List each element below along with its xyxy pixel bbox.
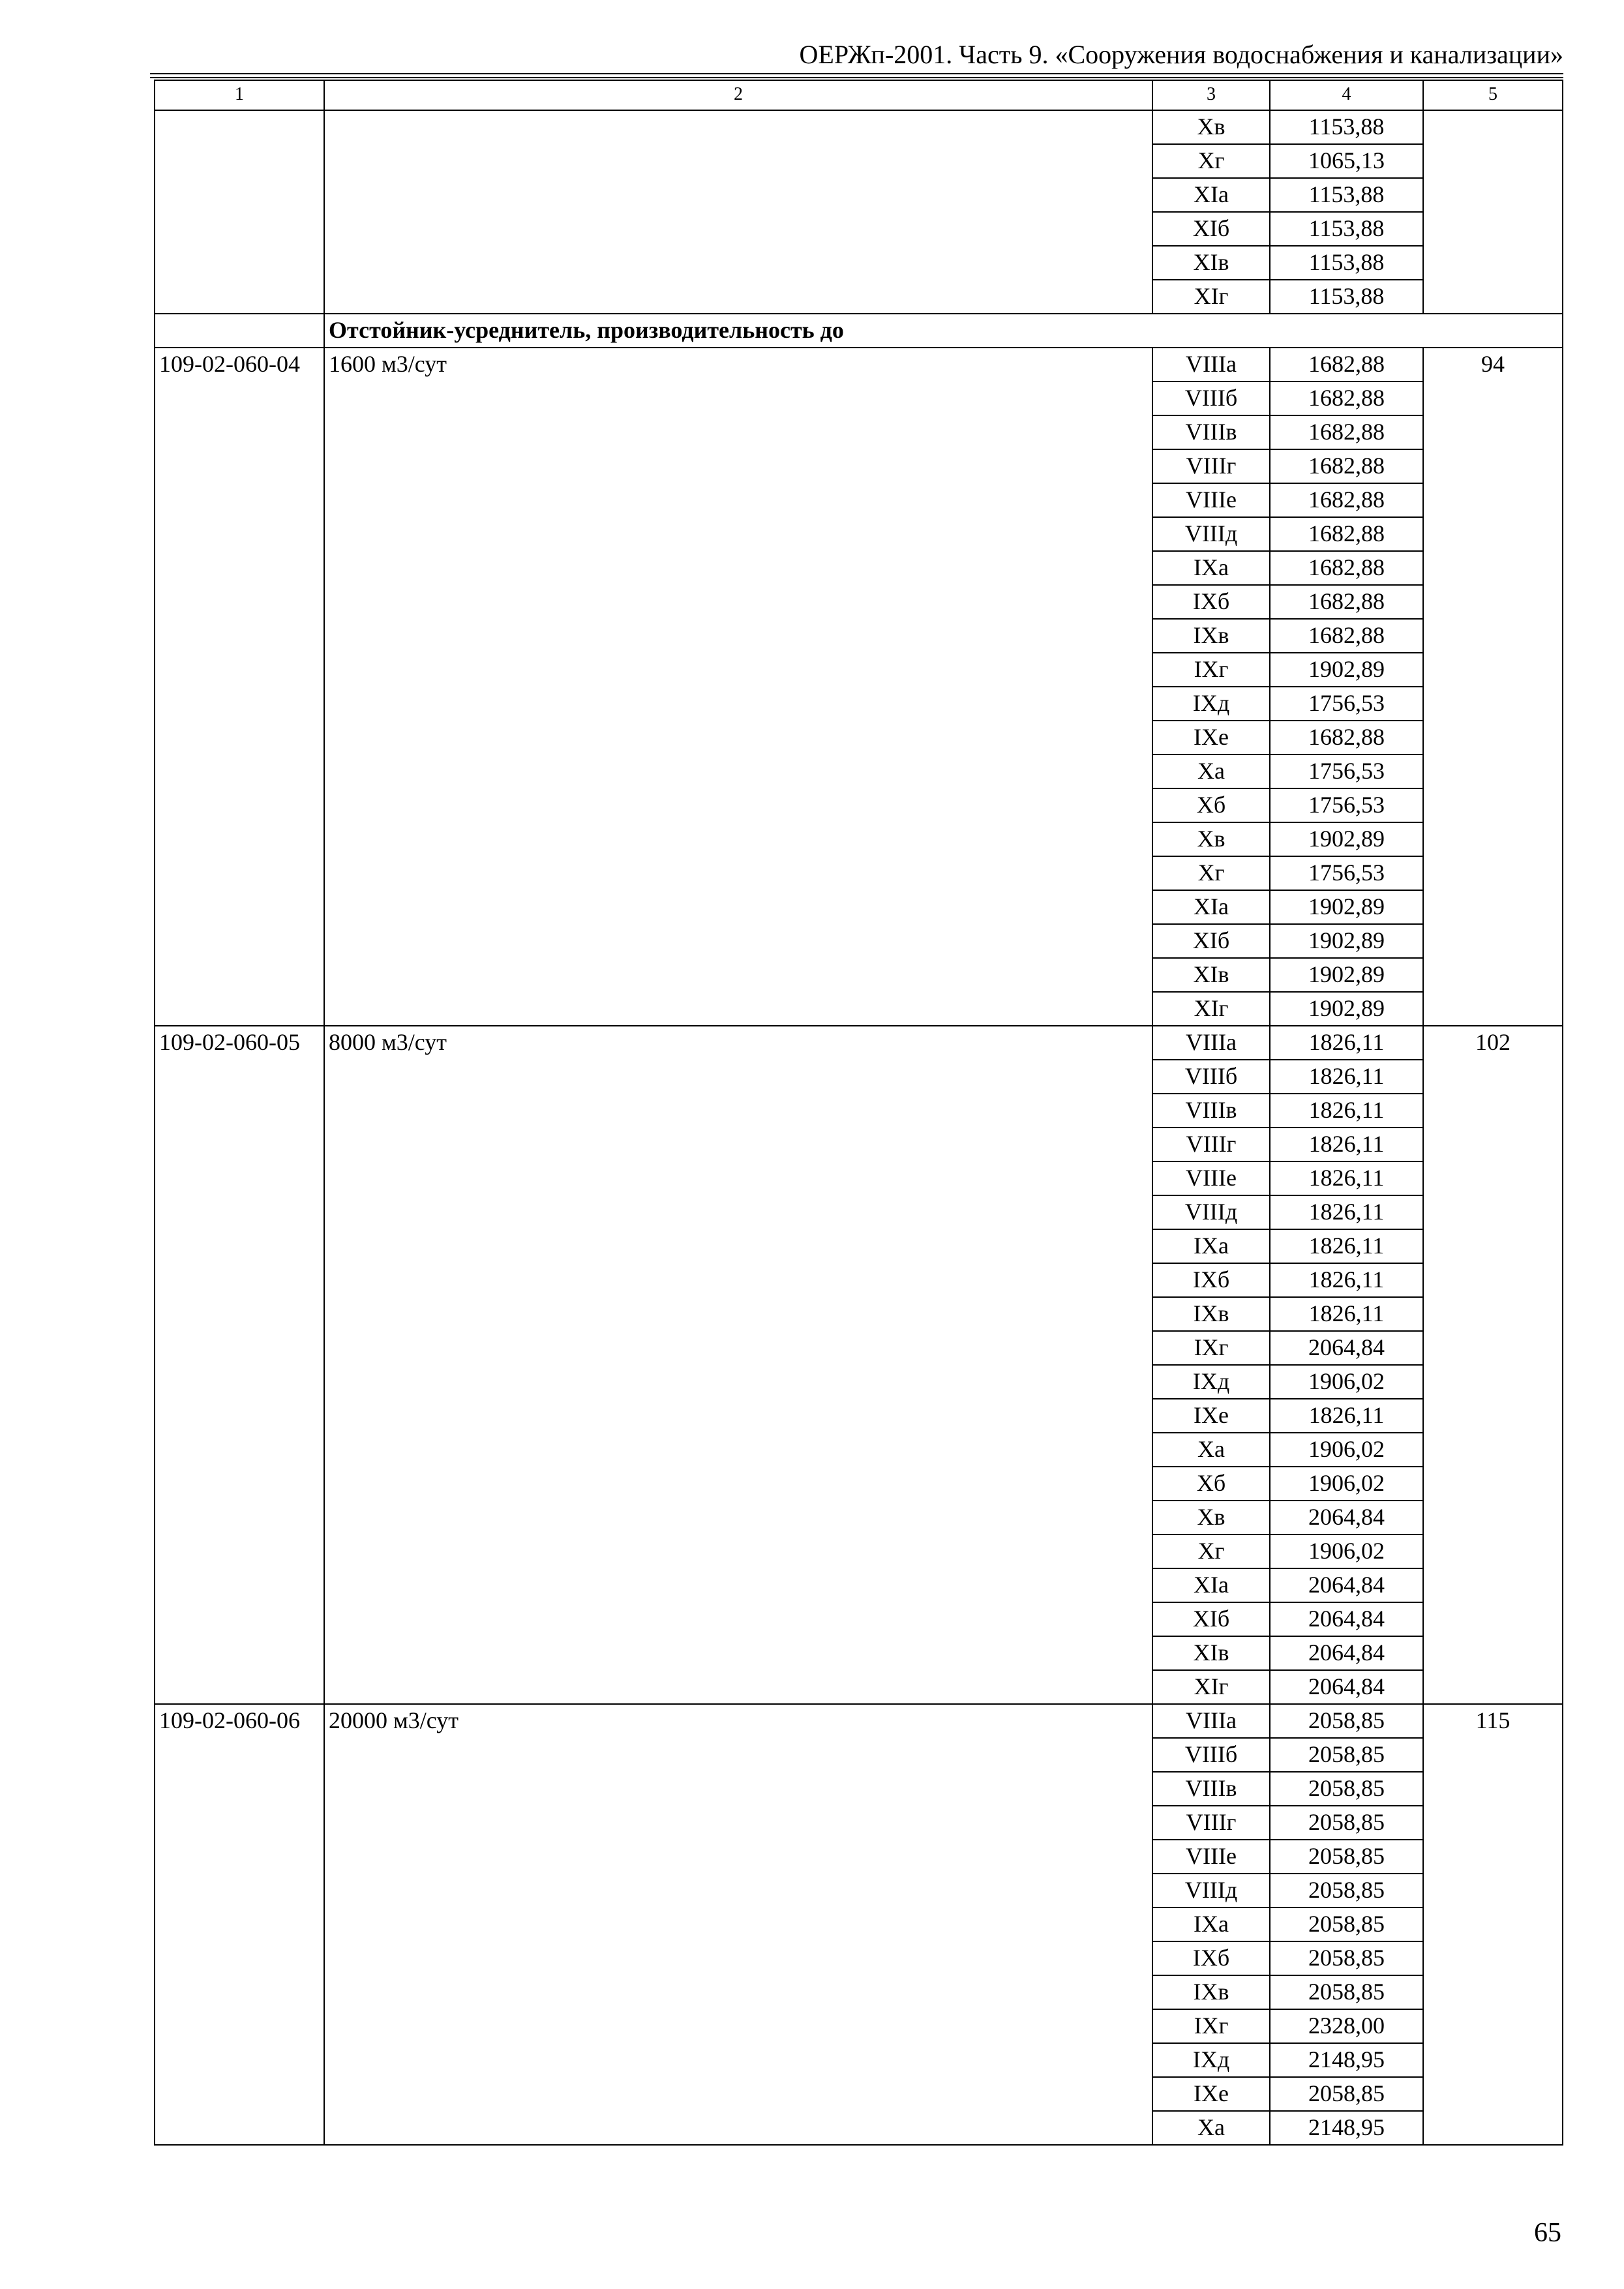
price-cell: 2058,85 <box>1270 1874 1423 1908</box>
zone-cell: XIв <box>1152 958 1270 992</box>
col5-cell: 115 <box>1423 1704 1563 2145</box>
price-cell: 1065,13 <box>1270 144 1423 178</box>
price-cell: 1906,02 <box>1270 1433 1423 1467</box>
price-cell: 1682,88 <box>1270 415 1423 449</box>
price-cell: 1826,11 <box>1270 1094 1423 1128</box>
zone-cell: VIIIд <box>1152 1874 1270 1908</box>
price-cell: 1826,11 <box>1270 1399 1423 1433</box>
zone-cell: IXб <box>1152 585 1270 619</box>
column-number: 3 <box>1152 80 1270 110</box>
zone-cell: IXд <box>1152 2043 1270 2077</box>
column-number: 4 <box>1270 80 1423 110</box>
column-number-row <box>155 80 1563 110</box>
zone-cell: XIг <box>1152 1670 1270 1704</box>
price-cell: 1153,88 <box>1270 246 1423 280</box>
name-cell: 20000 м3/сут <box>324 1704 1152 2145</box>
price-cell: 2058,85 <box>1270 1806 1423 1840</box>
table-row <box>155 348 1563 382</box>
zone-cell: IXб <box>1152 1941 1270 1975</box>
price-cell: 1153,88 <box>1270 212 1423 246</box>
col5-cell <box>1423 110 1563 314</box>
price-cell: 2058,85 <box>1270 1738 1423 1772</box>
table-row <box>155 1704 1563 1738</box>
code-cell: 109-02-060-04 <box>155 348 324 1026</box>
price-cell: 1682,88 <box>1270 619 1423 653</box>
name-cell: 8000 м3/сут <box>324 1026 1152 1704</box>
zone-cell: Xв <box>1152 1501 1270 1534</box>
table-row <box>155 1026 1563 1060</box>
price-cell: 1682,88 <box>1270 382 1423 415</box>
zone-cell: VIIIа <box>1152 1704 1270 1738</box>
section-row <box>155 314 1563 348</box>
column-number: 2 <box>324 80 1152 110</box>
zone-cell: XIа <box>1152 890 1270 924</box>
price-cell: 1756,53 <box>1270 755 1423 788</box>
zone-cell: Xв <box>1152 822 1270 856</box>
zone-cell: XIа <box>1152 1568 1270 1602</box>
zone-cell: VIIIв <box>1152 415 1270 449</box>
zone-cell: Xг <box>1152 856 1270 890</box>
header-rule <box>150 77 1563 78</box>
price-cell: 1906,02 <box>1270 1534 1423 1568</box>
header-rule <box>150 73 1563 74</box>
zone-cell: IXа <box>1152 1908 1270 1941</box>
zone-cell: VIIIб <box>1152 1060 1270 1094</box>
price-cell: 1902,89 <box>1270 992 1423 1026</box>
price-cell: 1826,11 <box>1270 1263 1423 1297</box>
price-cell: 2148,95 <box>1270 2043 1423 2077</box>
price-cell: 2064,84 <box>1270 1331 1423 1365</box>
zone-cell: Xа <box>1152 1433 1270 1467</box>
price-cell: 1906,02 <box>1270 1467 1423 1501</box>
price-cell: 1682,88 <box>1270 721 1423 755</box>
price-cell: 2328,00 <box>1270 2009 1423 2043</box>
page-number: 65 <box>1534 2218 1561 2248</box>
zone-cell: VIIIа <box>1152 348 1270 382</box>
price-cell: 2064,84 <box>1270 1670 1423 1704</box>
price-cell: 1756,53 <box>1270 687 1423 721</box>
zone-cell: Xа <box>1152 2111 1270 2145</box>
zone-cell: IXв <box>1152 619 1270 653</box>
zone-cell: IXг <box>1152 653 1270 687</box>
zone-cell: IXе <box>1152 2077 1270 2111</box>
price-cell: 1826,11 <box>1270 1297 1423 1331</box>
price-cell: 1906,02 <box>1270 1365 1423 1399</box>
price-cell: 1826,11 <box>1270 1128 1423 1161</box>
code-cell <box>155 110 324 314</box>
zone-cell: Xг <box>1152 144 1270 178</box>
price-cell: 2064,84 <box>1270 1501 1423 1534</box>
zone-cell: IXе <box>1152 721 1270 755</box>
price-cell: 1153,88 <box>1270 110 1423 144</box>
price-cell: 1826,11 <box>1270 1060 1423 1094</box>
code-cell: 109-02-060-05 <box>155 1026 324 1704</box>
zone-cell: IXд <box>1152 1365 1270 1399</box>
zone-cell: IXг <box>1152 1331 1270 1365</box>
price-cell: 1826,11 <box>1270 1195 1423 1229</box>
zone-cell: IXд <box>1152 687 1270 721</box>
zone-cell: Xа <box>1152 755 1270 788</box>
price-cell: 1682,88 <box>1270 483 1423 517</box>
price-cell: 1682,88 <box>1270 449 1423 483</box>
price-cell: 2058,85 <box>1270 1975 1423 2009</box>
zone-cell: IXе <box>1152 1399 1270 1433</box>
price-cell: 1826,11 <box>1270 1026 1423 1060</box>
price-cell: 1826,11 <box>1270 1229 1423 1263</box>
zone-cell: XIв <box>1152 246 1270 280</box>
price-cell: 1902,89 <box>1270 924 1423 958</box>
zone-cell: VIIIб <box>1152 1738 1270 1772</box>
zone-cell: IXв <box>1152 1297 1270 1331</box>
price-cell: 1902,89 <box>1270 653 1423 687</box>
price-cell: 1756,53 <box>1270 788 1423 822</box>
price-cell: 1826,11 <box>1270 1161 1423 1195</box>
column-number: 1 <box>155 80 324 110</box>
name-cell: 1600 м3/сут <box>324 348 1152 1026</box>
name-cell <box>324 110 1152 314</box>
zone-cell: VIIIд <box>1152 1195 1270 1229</box>
zone-cell: XIб <box>1152 212 1270 246</box>
code-cell: 109-02-060-06 <box>155 1704 324 2145</box>
col5-cell: 94 <box>1423 348 1563 1026</box>
price-cell: 2148,95 <box>1270 2111 1423 2145</box>
zone-cell: VIIIе <box>1152 1161 1270 1195</box>
price-cell: 1153,88 <box>1270 178 1423 212</box>
zone-cell: XIв <box>1152 1636 1270 1670</box>
price-cell: 2058,85 <box>1270 2077 1423 2111</box>
price-cell: 1902,89 <box>1270 958 1423 992</box>
zone-cell: XIб <box>1152 1602 1270 1636</box>
price-cell: 2064,84 <box>1270 1602 1423 1636</box>
zone-cell: Xг <box>1152 1534 1270 1568</box>
zone-cell: XIг <box>1152 992 1270 1026</box>
zone-cell: IXа <box>1152 551 1270 585</box>
zone-cell: IXв <box>1152 1975 1270 2009</box>
price-cell: 2058,85 <box>1270 1908 1423 1941</box>
price-cell: 2058,85 <box>1270 1772 1423 1806</box>
zone-cell: VIIIв <box>1152 1094 1270 1128</box>
zone-cell: VIIIа <box>1152 1026 1270 1060</box>
zone-cell: VIIIг <box>1152 449 1270 483</box>
zone-cell: VIIIв <box>1152 1772 1270 1806</box>
zone-cell: IXг <box>1152 2009 1270 2043</box>
rates-table <box>154 80 1563 2146</box>
price-cell: 1682,88 <box>1270 551 1423 585</box>
price-cell: 1682,88 <box>1270 517 1423 551</box>
zone-cell: VIIIе <box>1152 1840 1270 1874</box>
price-cell: 2064,84 <box>1270 1636 1423 1670</box>
col5-cell: 102 <box>1423 1026 1563 1704</box>
zone-cell: IXб <box>1152 1263 1270 1297</box>
zone-cell: VIIIг <box>1152 1128 1270 1161</box>
table-row <box>155 110 1563 144</box>
zone-cell: Xв <box>1152 110 1270 144</box>
price-cell: 1902,89 <box>1270 890 1423 924</box>
zone-cell: VIIIд <box>1152 517 1270 551</box>
zone-cell: VIIIб <box>1152 382 1270 415</box>
zone-cell: IXа <box>1152 1229 1270 1263</box>
section-title: Отстойник-усреднитель, производительность до <box>324 314 1563 348</box>
price-cell: 1682,88 <box>1270 585 1423 619</box>
zone-cell: VIIIе <box>1152 483 1270 517</box>
price-cell: 1682,88 <box>1270 348 1423 382</box>
price-cell: 2058,85 <box>1270 1941 1423 1975</box>
price-cell: 1153,88 <box>1270 280 1423 314</box>
section-code-cell <box>155 314 324 348</box>
zone-cell: Xб <box>1152 1467 1270 1501</box>
price-cell: 1756,53 <box>1270 856 1423 890</box>
zone-cell: XIа <box>1152 178 1270 212</box>
price-cell: 2058,85 <box>1270 1840 1423 1874</box>
zone-cell: XIб <box>1152 924 1270 958</box>
zone-cell: Xб <box>1152 788 1270 822</box>
price-cell: 2058,85 <box>1270 1704 1423 1738</box>
zone-cell: XIг <box>1152 280 1270 314</box>
price-cell: 2064,84 <box>1270 1568 1423 1602</box>
page-header-title: ОЕРЖп-2001. Часть 9. «Сооружения водоснабжения и канализации» <box>799 40 1563 69</box>
price-cell: 1902,89 <box>1270 822 1423 856</box>
column-number: 5 <box>1423 80 1563 110</box>
zone-cell: VIIIг <box>1152 1806 1270 1840</box>
